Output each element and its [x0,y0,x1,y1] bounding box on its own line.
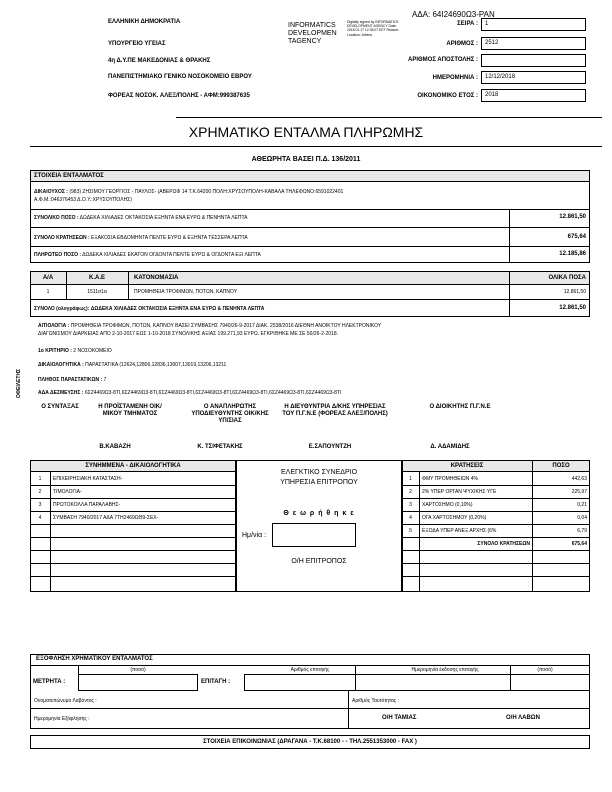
col-header-aa: Α/Α [42,275,54,281]
row-divider [30,471,236,472]
row-divider [402,550,590,551]
col-divider [510,665,511,691]
signature-name-5: Δ. ΑΔΑΜΙΔΗΣ [430,444,470,450]
row-divider [402,485,590,486]
kratisi-text-1: ΦΜΥ ΠΡΟΜΗΘΕΙΩΝ 4% [422,476,478,482]
synoliko-poso-row: ΣΥΝΟΛΙΚΟ ΠΟΣΟ : ΔΩΔΕΚΑ ΧΙΛΙΑΔΕΣ ΟΚΤΑΚΟΣΙΑ ΕΞΗΝΤΑ ΕΝΑ ΕΥΡΩ & ΠΕΝΗΝΤΑ ΛΕΠΤΑ [34,215,248,221]
item-name: ΠΡΟΜΗΘΕΙΑ ΤΡΟΦΙΜΩΝ, ΠΟΤΩΝ, ΚΑΠΝΟΥ [134,289,238,295]
synimmeno-n-2: 2 [38,489,42,495]
kratiseis-total-label: ΣΥΝΟΛΟ ΚΡΑΤΗΣΕΩΝ [477,541,530,547]
stoixeia-heading: ΣΤΟΙΧΕΙΑ ΕΝΤΑΛΜΑΤΟΣ [34,173,104,179]
row-divider [30,227,590,228]
kratisi-n-2: 2 [409,489,412,495]
ada-number: ΑΔΑ: 64Ι24690Ω3-ΡΑΝ [412,10,495,19]
row-divider [30,511,236,512]
onomateponymo-label: Ονοματεπώνυμο Λαβόντος : [34,698,97,704]
synimmeno-text-3: ΠΡΩΤΟΚΟΛΛΑ ΠΑΡΑΛΑΒΗΣ- [53,502,121,508]
elegktiko-date-field[interactable] [272,523,356,547]
metrita-label: ΜΕΤΡΗΤΑ : [33,679,66,685]
synimmeno-text-1: ΕΠΙΧΕΙΡΗΣΙΑΚΗ ΚΑΤΑΣΤΑΣΗ- [53,476,123,482]
row-divider [30,498,236,499]
aitiologia-line-1: ΑΙΤΙΟΛΟΓΙΑ : ΠΡΟΜΗΘΕΙΑ ΤΡΟΦΙΜΩΝ, ΠΟΤΩΝ, ΚΑΠΝΟΥ ΒΑΣΕΙ ΣΥΜΒΑΣΗΣ 7940/26-9-2017 ΔΙΑΚ. 2538/2016 ΔΙΕΘΝΗ ΑΝΟΙΚΤΟΥ ΗΛΕΚΤΡΟΝΙΚΟΥ [38,323,382,329]
dikaiouxos-line-1: ΔΙΚΑΙΟΥΧΟΣ : (983) ΖΗΣΙΜΟΥ ΓΕΩΡΓΙΟΣ - ΠΑΥΛΟΣ- (ΑΒΕΡΩΦ 14 Τ.Κ.64200 ΠΟΛΗ:ΧΡΥΣΟΥΠΟΛΗ-ΚΑΒΑΛΑ ΤΗΛΕΦΩΝΟ:6591022401 [34,189,344,195]
plithos-parastatikon: ΠΛΗΘΟΣ ΠΑΡΑΣΤΑΤΙΚΩΝ : 7 [38,377,107,383]
ofeiletis-side-label: ΟΦΕΙΛΕΤΗΣ [16,368,22,398]
amount-column-divider [509,209,510,263]
poso-caption-2: (ποσό) [537,667,553,673]
synimmeno-n-1: 1 [38,476,42,482]
kratisi-amount-4: 0,04 [577,515,587,521]
signature-role-4: Η ΔΙΕΥΘΥΝΤΡΙΑ Δ/ΚΗΣ ΥΠΗΡΕΣΙΑΣ ΤΟΥ Π.Γ.Ν.Ε (ΦΟΡΕΑΣ ΑΛΕΞ/ΠΟΛΗΣ) [282,404,388,417]
arithmos-label: ΑΡΙΘΜΟΣ : [446,41,478,47]
col-divider [355,665,356,691]
synimmeno-n-3: 3 [38,502,42,508]
kratisi-n-1: 1 [409,476,412,482]
row-divider [402,576,590,577]
signature-role-2: Η ΠΡΟΪΣΤΑΜΕΝΗ ΟΙΚ/ΜΙΚΟΥ ΤΜΗΜΑΤΟΣ [98,404,162,417]
epitagi-field[interactable] [244,674,590,691]
arithmos-taytotitas-label: Αριθμός Ταυτότητας : [352,698,399,704]
col-header-kae: Κ.Α.Ε [88,275,105,281]
signature-role-1: Ο ΣΥΝΤΑΞΑΣ [41,404,79,410]
row-divider [402,563,590,564]
kratisi-amount-1: 442,63 [571,476,587,482]
kratisi-n-3: 3 [409,502,412,508]
col-divider [419,471,420,592]
dikaiologitika: ΔΙΚΑΙΟΛΟΓΗΤΙΚΑ : ΠΑΡΑΣΤΑΤΙΚΑ (12624,12806,12836,13007,13019,13206,13211 [38,362,227,368]
ada-desmeusis: ΑΔΑ ΔΕΣΜΕΥΣΗΣ : 6ΣΖ4469Ω3-8ΤΙ,6ΣΖ4469Ω3-8ΤΙ,6ΣΖ4469Ω3-8ΤΙ,6ΣΖ4469Ω3-8ΤΙ,6ΣΖ4469Ω3-8ΤΙ,6ΣΖ4469Ω3-8ΤΙ,6ΣΖ4469Ω3-8ΤΙ [38,390,342,396]
col-header-amount: ΟΛΙΚΑ ΠΟΣΑ [548,275,586,281]
row-divider [30,246,590,247]
header-line-3: 4η Δ.Υ.ΠΕ ΜΑΚΕΔΟΝΙΑΣ & ΘΡΑΚΗΣ [108,58,211,64]
theorithike-label: Θ ε ω ρ ή θ η κ ε [283,510,355,517]
title-divider-bottom [30,146,602,147]
item-amount: 12.861,50 [563,289,586,295]
poso-caption-1: (ποσό) [130,667,146,673]
synimmeno-text-2: ΤΙΜΟΛΟΓΙΑ- [53,489,82,495]
arithmos-apostolis-label: ΑΡΙΘΜΟΣ ΑΠΟΣΤΟΛΗΣ : [408,57,478,63]
row-divider [402,471,590,472]
kratisi-n-4: 4 [409,515,412,521]
kratisi-amount-2: 225,97 [571,489,587,495]
header-line-1: ΕΛΛΗΝΙΚΗ ΔΗΜΟΚΡΑΤΙΑ [108,19,181,25]
kratisi-amount-3: 0,21 [577,502,587,508]
row-divider [402,524,590,525]
arithmos-apostolis-field [481,54,586,67]
header-line-4: ΠΑΝΕΠΙΣΤΗΜΙΑΚΟ ΓΕΝΙΚΟ ΝΟΣΟΚΟΜΕΙΟ ΕΒΡΟΥ [108,74,252,80]
date-field: 12/12/2018 [481,71,586,84]
epitropos-label: Ο/Η ΕΠΙΤΡΟΠΟΣ [291,558,347,565]
row-divider [30,563,236,564]
row-divider [402,511,590,512]
col-divider [50,471,51,592]
signing-agency: INFORMATICS DEVELOPMEN TAGENCY [288,22,337,45]
row-divider [30,524,236,525]
synolo-kratiseon-row: ΣΥΝΟΛΟ ΚΡΑΤΗΣΕΩΝ : ΕΞΑΚΟΣΙΑ ΕΒΔΟΜΗΝΤΑ ΠΕΝΤΕ ΕΥΡΩ & ΕΞΗΝΤΑ ΤΕΣΣΕΡΑ ΛΕΠΤΑ [34,235,248,241]
items-total-divider [30,299,590,300]
header-line-5: ΦΟΡΕΑΣ ΝΟΣΟΚ. ΑΛΕΞ/ΠΟΛΗΣ - ΑΦΜ:999387635 [108,93,250,99]
pliroteo-poso-amount: 12.185,86 [559,251,586,257]
elegktiko-date-label: Ημ/νία : [242,532,267,539]
fiscal-year-field: 2018 [481,89,586,102]
metrita-field[interactable] [78,674,198,691]
signature-name-3: Ε.ΣΑΠΟΥΝΤΖΗ [308,444,352,450]
row-divider [30,181,590,182]
stoixeia-heading-bg [31,171,589,181]
row-divider [30,550,236,551]
elegktiko-title: ΕΛΕΓΚΤΙΚΟ ΣΥΝΕΔΡΙΟ [280,469,358,476]
aitiologia-line-2: ΔΙΑΓΩΝΙΣΜΟΥ ΔΙΑΡΚΕΙΑΣ ΑΠΟ 2-10-2017 ΕΩΣ 1-10-2018 ΣΥΝΟΛΙΚΗΣ ΑΞΙΑΣ 199.271,93 ΕΥΡΩ. ΕΓΚΡΙΘΗΚΕ ΜΕ ΣΕ 50/26-2-2018. [38,331,339,337]
col-divider [348,691,349,729]
signature-name-1: Β.ΚΑΒΑΖΗ [99,444,131,450]
title-divider [176,117,602,118]
elegktiko-subtitle: ΥΠΗΡΕΣΙΑ ΕΠΙΤΡΟΠΟΥ [280,479,358,486]
col-divider [128,271,129,299]
footer-contact: ΣΤΟΙΧΕΙΑ ΕΠΙΚΟΙΝΩΝΙΑΣ (ΔΡΑΓΑΝΑ - Τ.Κ.68100 - - ΤΗΛ.2551353000 - FAX ) [203,739,417,745]
digital-signature-info: Digitally signed by INFORMATICS DEVELOPMENT AGENCY Date: 2018.01.17 12:33:07 EET Reason: Location: Athens [347,20,400,37]
synimmena-heading: ΣΥΝΗΜΜΕΝΑ - ΔΙΚΑΙΟΛΟΓΗΤΙΚΑ [85,463,181,469]
row-divider [30,665,590,666]
synimmeno-text-4: ΣΥΜΒΑΣΗ 7940/2017 ΑΔΑ 7ΤΗ2469ΩΘ9-ΣΕΧ- [53,515,159,521]
item-aa: 1 [46,289,50,295]
header-line-2: ΥΠΟΥΡΓΕΙΟ ΥΓΕΙΑΣ [108,41,166,47]
kratisi-text-3: ΧΑΡΤΟΣΗΜΟ (0,10%) [422,502,473,508]
signature-role-3: Ο ΑΝΑΠΛΗΡΩΤΗΣ ΥΠΟΔΙΕΥΘΥΝΤΗΣ ΟΙΚ/ΚΗΣ ΥΠ/ΣΙΑΣ [191,404,269,424]
tamias-label: Ο/Η ΤΑΜΙΑΣ [382,715,417,721]
row-divider [30,485,236,486]
arith-epitagis-caption: Αριθμός επιταγής [290,667,330,673]
row-divider [402,498,590,499]
row-divider [402,537,590,538]
kratiseis-total-amount: 675,64 [571,541,587,547]
synolo-kratiseon-amount: 675,64 [567,234,586,240]
signature-name-2: Κ. ΤΣΙΦΕΤΑΚΗΣ [197,444,243,450]
hmerominia-exoflisis-label: Ημερομηνία Εξόφλησης : [34,716,90,722]
signature-role-5: Ο ΔΙΟΙΚΗΤΗΣ Π.Γ.Ν.Ε [429,404,491,410]
kritirio: 1ο ΚΡΙΤΗΡΙΟ : 2 ΝΟΣΟΚΟΜΕΙΟ [38,348,112,354]
page-subtitle: ΑΘΕΩΡΗΤΑ ΒΑΣΕΙ Π.Δ. 136/2011 [251,156,361,163]
hmerom-epitagis-caption: Ημερομηνία έκδοσης επιταγής [411,667,479,673]
row-divider [30,537,236,538]
lavon-label: Ο/Η ΛΑΒΩΝ [506,715,540,721]
fiscal-year-label: ΟΙΚΟΝΟΜΙΚΟ ΕΤΟΣ : [417,93,478,99]
kratisi-text-2: 2% ΥΠΕΡ ΟΡΓΑΝ ΨΥΧΙΚΗΣ ΥΓΕ [422,489,497,495]
epitagi-label: ΕΠΙΤΑΓΗ : [201,679,231,685]
exoflisi-heading: ΕΞΟΦΛΗΣΗ ΧΡΗΜΑΤΙΚΟΥ ΕΝΤΑΛΜΑΤΟΣ [36,656,153,662]
kratisi-text-4: ΟΓΑ ΧΑΡΤΟΣΗΜΟΥ (0,20%) [422,515,487,521]
item-kae: 1511σ1α [87,289,107,295]
row-divider [30,576,236,577]
synimmeno-n-4: 4 [38,515,42,521]
row-divider [30,209,590,210]
page-title: ΧΡΗΜΑΤΙΚΟ ΕΝΤΑΛΜΑ ΠΛΗΡΩΜΗΣ [188,124,424,140]
pliroteo-poso-row: ΠΛΗΡΩΤΕΟ ΠΟΣΟ : ΔΩΔΕΚΑ ΧΙΛΙΑΔΕΣ ΕΚΑΤΟΝ ΟΓΔΟΝΤΑ ΠΕΝΤΕ ΕΥΡΩ & ΟΓΔΟΝΤΑ ΕΞΙ ΛΕΠΤΑ [34,252,261,258]
items-total-amount: 12.861,50 [559,305,586,311]
kratiseis-poso-heading: ΠΟΣΟ [552,463,570,469]
kratiseis-heading: ΚΡΑΤΗΣΕΙΣ [450,463,484,469]
seira-label: ΣΕΙΡΑ : [457,21,478,27]
arithmos-field: 2512 [481,37,586,50]
kratisi-text-5: ΕΞΟΔΑ ΥΠΕΡ ΑΝΕΞ ΑΡΧΗΣ (6% [422,528,497,534]
dikaiouxos-line-2: Α.Φ.Μ.:046376453 Δ.Ο.Υ.:ΧΡΥΣΟΥΠΟΛΗΣ) [34,197,132,203]
items-total-row: ΣΥΝΟΛΟ (ολογράφως): ΔΩΔΕΚΑ ΧΙΛΙΑΔΕΣ ΟΚΤΑΚΟΣΙΑ ΕΞΗΝΤΑ ΕΝΑ ΕΥΡΩ & ΠΕΝΗΝΤΑ ΛΕΠΤΑ [34,306,265,312]
col-header-name: ΚΑΤΟΝΟΜΑΣΙΑ [134,275,179,281]
synoliko-poso-amount: 12.861,50 [559,214,586,220]
items-header-divider [30,284,590,285]
row-divider [30,708,590,709]
kratisi-n-5: 5 [409,528,412,534]
seira-field: 1 [481,18,586,31]
kratisi-amount-5: 6,79 [577,528,587,534]
date-label: ΗΜΕΡΟΜΗΝΙΑ : [432,75,478,81]
